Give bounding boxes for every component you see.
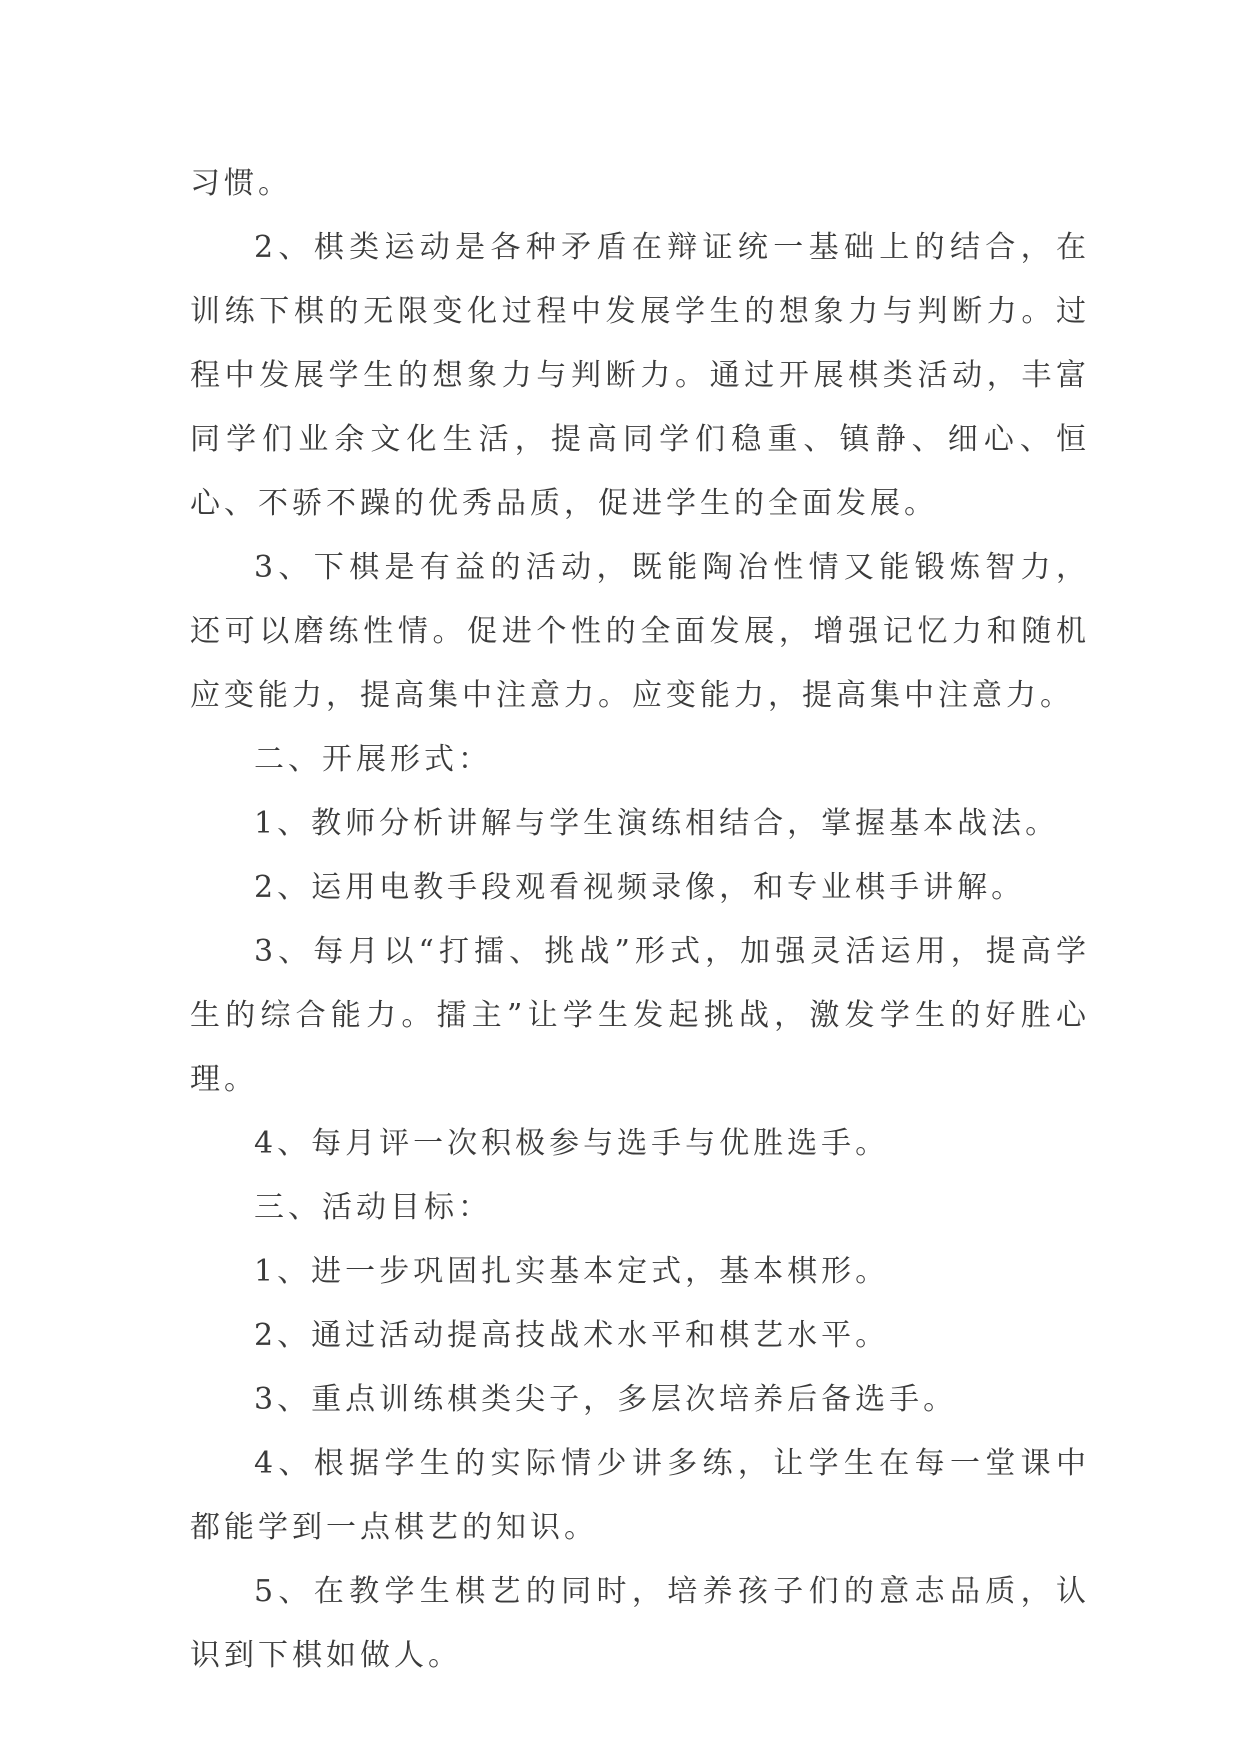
paragraph-item-3: 3、下棋是有益的活动，既能陶冶性情又能锻炼智力，还可以磨练性情。促进个性的全面发展，增强记忆力和随机应变能力，提高集中注意力。应变能力，提高集中注意力。	[190, 550, 1090, 713]
paragraph-format-4: 4、每月评一次积极参与选手与优胜选手。	[254, 1126, 890, 1161]
paragraph-format-2: 2、运用电教手段观看视频录像，和专业棋手讲解。	[254, 870, 1026, 905]
paragraph-format-3: 3、每月以“打擂、挑战”形式，加强灵活运用，提高学生的综合能力。擂主”让学生发起挑战，激发学生的好胜心理。	[190, 934, 1090, 1097]
paragraph-goal-1: 1、进一步巩固扎实基本定式，基本棋形。	[254, 1254, 890, 1289]
paragraph-goal-2: 2、通过活动提高技战术水平和棋艺水平。	[254, 1318, 890, 1353]
paragraph-continuation: 习惯。	[190, 166, 292, 201]
paragraph-goal-4: 4、根据学生的实际情少讲多练，让学生在每一堂课中都能学到一点棋艺的知识。	[190, 1446, 1090, 1545]
paragraph-goal-5: 5、在教学生棋艺的同时，培养孩子们的意志品质，认识到下棋如做人。	[190, 1574, 1090, 1673]
paragraph-format-1: 1、教师分析讲解与学生演练相结合，掌握基本战法。	[254, 806, 1060, 841]
section-heading-goals: 三、活动目标：	[254, 1190, 492, 1225]
paragraph-item-2: 2、棋类运动是各种矛盾在辩证统一基础上的结合，在训练下棋的无限变化过程中发展学生的想象力与判断力。过程中发展学生的想象力与判断力。通过开展棋类活动，丰富同学们业余文化生活，提高同学们稳重、镇静、细心、恒心、不骄不躁的优秀品质，促进学生的全面发展。	[190, 230, 1090, 521]
section-heading-format: 二、开展形式：	[254, 742, 492, 777]
paragraph-goal-3: 3、重点训练棋类尖子，多层次培养后备选手。	[254, 1382, 958, 1417]
document-body	[190, 152, 1090, 1688]
